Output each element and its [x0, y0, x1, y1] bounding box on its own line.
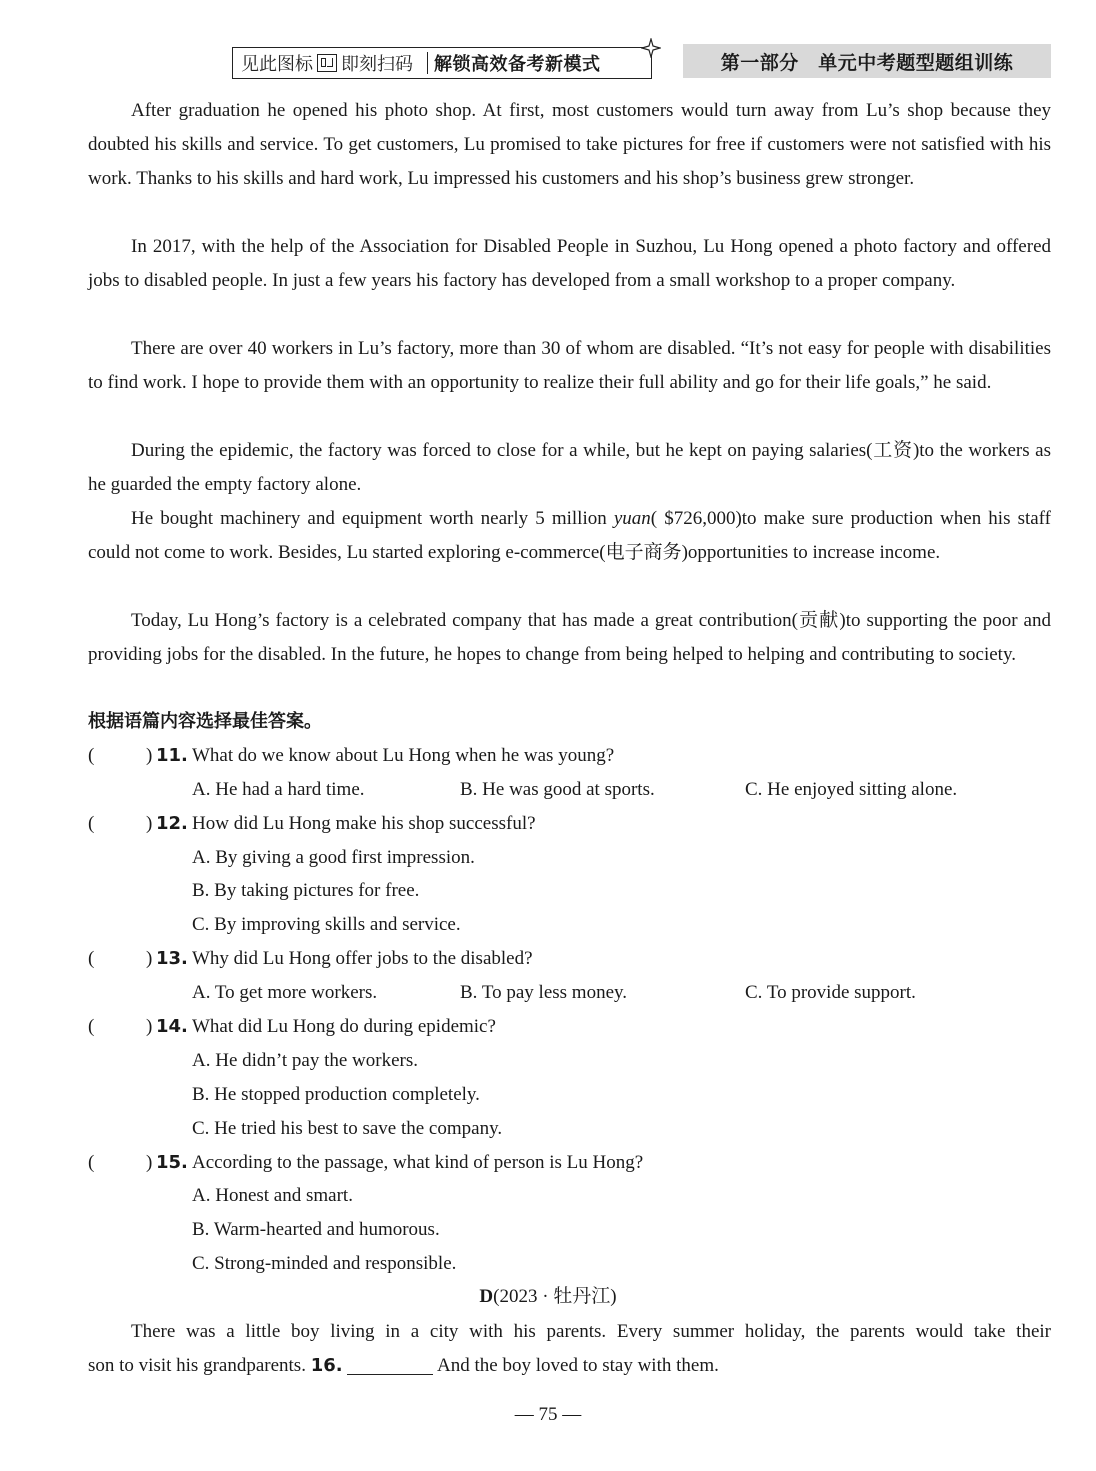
- section-d-paragraph-line-2: [88, 1349, 719, 1383]
- answer-paren-right: ): [146, 745, 153, 766]
- question-stem: What do we know about Lu Hong when he was young?: [192, 745, 615, 766]
- q15-option-b: B. Warm-hearted and humorous.: [192, 1219, 440, 1240]
- answer-paren-left: (: [88, 948, 95, 969]
- passage-paragraph-4: During the epidemic, the factory was forced to close for a while, but he kept on paying salaries(工资)to the workers as he guarded the empty factory alone.: [88, 440, 1051, 495]
- p5-italic-yuan: yuan: [613, 508, 651, 529]
- section-letter: D: [479, 1286, 494, 1307]
- p5-text-before: He bought machinery and equipment worth nearly 5 million: [131, 508, 614, 529]
- scan-prompt: [233, 50, 421, 76]
- answer-paren-left: (: [88, 1152, 95, 1173]
- passage-paragraph-2: In 2017, with the help of the Association for Disabled People in Suzhou, Lu Hong opened a photo factory and offered jobs to disabled people. In just a few years his factory has developed from a small workshop to a proper company.: [88, 236, 1051, 291]
- scan-icon: [317, 54, 337, 72]
- passage-paragraph-5: [88, 502, 1051, 570]
- q15-option-a: A. Honest and smart.: [192, 1185, 353, 1206]
- answer-paren-right: ): [146, 1016, 153, 1037]
- q13-option-b: B. To pay less money.: [460, 982, 628, 1003]
- question-stem: What did Lu Hong do during epidemic?: [192, 1016, 496, 1037]
- scan-prompt-text-1: 见此图标: [241, 54, 313, 75]
- line2-text-before: son to visit his grandparents.: [88, 1355, 311, 1376]
- q13-option-a: A. To get more workers.: [192, 982, 378, 1003]
- answer-paren-left: (: [88, 745, 95, 766]
- question-stem: How did Lu Hong make his shop successful?: [192, 813, 536, 834]
- q14-option-a: A. He didn’t pay the workers.: [192, 1050, 419, 1071]
- blank-number-16: 16.: [310, 1355, 343, 1376]
- q14-option-b: B. He stopped production completely.: [192, 1084, 480, 1105]
- answer-paren-right: ): [146, 813, 153, 834]
- passage-paragraph-3: There are over 40 workers in Lu’s factory, more than 30 of whom are disabled. “It’s not easy for people with disabilities to find work. I hope to provide them with an opportunity to realize their full ability and go for their life goals,” he said.: [88, 338, 1051, 393]
- p5-text-after: ( $726,000)to make sure production when his staff could not come to work. Besides, Lu started exploring e-commerce(电子商务)opportunities to increase income.: [88, 508, 1051, 563]
- section-d-paragraph-line-1: There was a little boy living in a city with his parents. Every summer holiday, the parents would take their: [131, 1321, 1051, 1342]
- passage-paragraph-6: Today, Lu Hong’s factory is a celebrated company that has made a great contribution(贡献)to supporting the poor and providing jobs for the disabled. In the future, he hopes to change from being helped to helping and contributing to society.: [88, 610, 1051, 665]
- q11-option-a: A. He had a hard time.: [192, 779, 365, 800]
- page-number: — 75 —: [514, 1404, 582, 1425]
- header-slogan: 解锁高效备考新模式: [434, 54, 601, 75]
- answer-paren-right: ): [146, 948, 153, 969]
- q12-option-c: C. By improving skills and service.: [192, 914, 461, 935]
- question-stem: According to the passage, what kind of person is Lu Hong?: [192, 1152, 644, 1173]
- scan-prompt-text-2: 即刻扫码: [341, 54, 413, 75]
- section-source: (2023 · 牡丹江): [493, 1286, 617, 1307]
- q14-option-c: C. He tried his best to save the company.: [192, 1118, 503, 1139]
- header-separator: [427, 52, 428, 74]
- q11-option-c: C. He enjoyed sitting alone.: [745, 779, 958, 800]
- line2-text-after: And the boy loved to stay with them.: [433, 1355, 719, 1376]
- question-number: 11.: [156, 745, 188, 766]
- question-number: 12.: [156, 813, 188, 834]
- question-number: 15.: [156, 1152, 188, 1173]
- question-stem: Why did Lu Hong offer jobs to the disabled?: [192, 948, 533, 969]
- question-number: 13.: [156, 948, 188, 969]
- sparkle-star-icon: [641, 38, 661, 58]
- answer-paren-right: ): [146, 1152, 153, 1173]
- answer-paren-left: (: [88, 1016, 95, 1037]
- question-number: 14.: [156, 1016, 188, 1037]
- answer-paren-left: (: [88, 813, 95, 834]
- header-scan-banner: [232, 47, 652, 79]
- header-section-title: 第一部分 单元中考题型题组训练: [683, 44, 1051, 78]
- question-instruction: 根据语篇内容选择最佳答案。: [88, 711, 322, 732]
- q13-option-c: C. To provide support.: [745, 982, 916, 1003]
- q12-option-b: B. By taking pictures for free.: [192, 880, 420, 901]
- section-d-title: [0, 1280, 1096, 1314]
- q15-option-c: C. Strong-minded and responsible.: [192, 1253, 457, 1274]
- q11-option-b: B. He was good at sports.: [460, 779, 655, 800]
- q12-option-a: A. By giving a good first impression.: [192, 847, 475, 868]
- answer-blank-16[interactable]: [347, 1356, 433, 1375]
- passage-paragraph-1: After graduation he opened his photo shop. At first, most customers would turn away from Lu’s shop because they doubted his skills and service. To get customers, Lu promised to take pictures for free if customers were not satisfied with his work. Thanks to his skills and hard work, Lu impressed his customers and his shop’s business grew stronger.: [88, 100, 1051, 189]
